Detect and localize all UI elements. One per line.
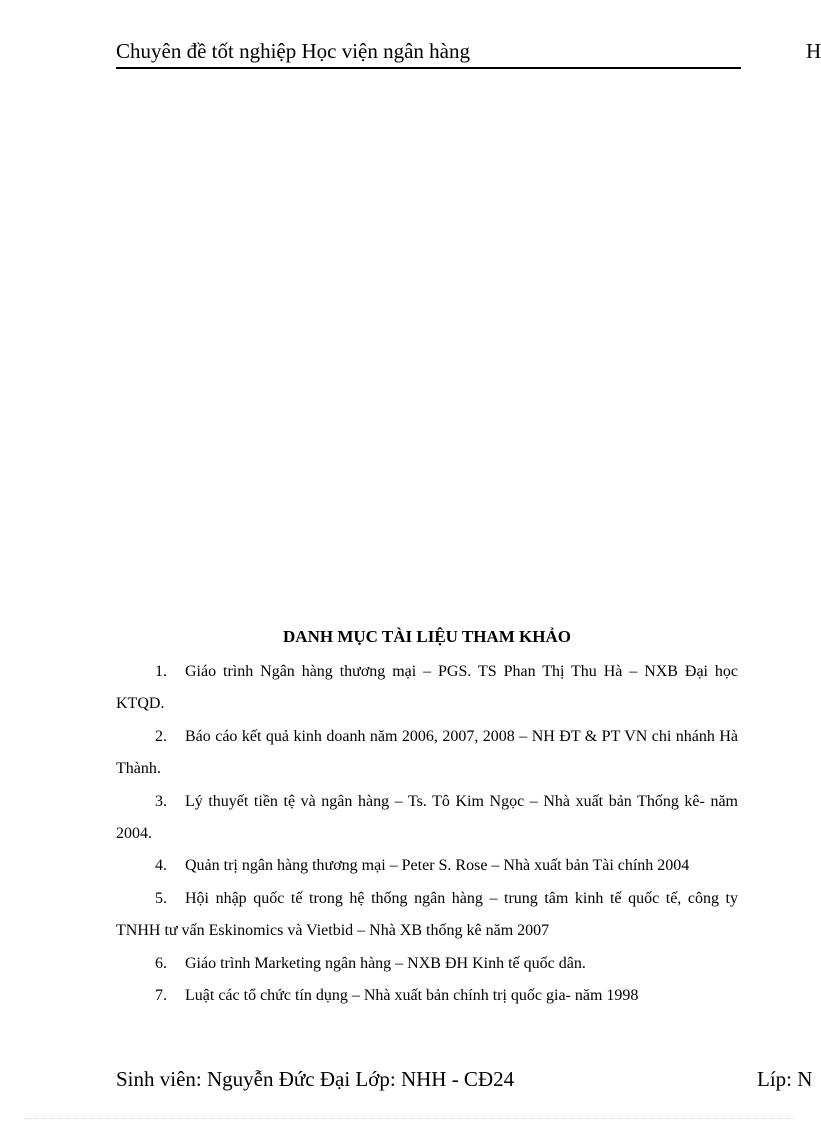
header-right-fragment: H xyxy=(806,39,821,63)
reference-item xyxy=(116,656,738,721)
reference-text: Lý thuyết tiền tệ và ngân hàng – Ts. Tô Kim Ngọc – Nhà xuất bản Thống kê- năm 2004. xyxy=(116,792,738,843)
reference-item xyxy=(116,786,738,851)
reference-text: Hội nhập quốc tế trong hệ thống ngân hàng – trung tâm kinh tế quốc tế, công ty TNHH tư vấn Eskinomics và Vietbid – Nhà XB thống kê năm 2007 xyxy=(116,889,738,940)
page-bottom-rule xyxy=(24,1118,794,1119)
reference-item xyxy=(116,883,738,948)
reference-item xyxy=(116,980,738,1012)
reference-number: 6. xyxy=(155,954,167,972)
reference-item xyxy=(116,850,738,882)
section-title: DANH MỤC TÀI LIỆU THAM KHẢO xyxy=(283,627,571,646)
reference-number: 7. xyxy=(155,987,167,1005)
reference-number: 4. xyxy=(155,857,167,875)
reference-text: Giáo trình Ngân hàng thương mại – PGS. TS Phan Thị Thu Hà – NXB Đại học KTQD. xyxy=(116,663,738,713)
reference-text: Quản trị ngân hàng thương mại – Peter S. Rose – Nhà xuất bản Tài chính 2004 xyxy=(185,857,690,875)
footer-right-fragment: Líp: N xyxy=(757,1067,813,1091)
reference-item xyxy=(116,948,738,980)
header-title: Chuyên đề tốt nghiệp Học viện ngân hàng xyxy=(116,39,471,63)
reference-number: 5. xyxy=(155,889,167,907)
reference-list xyxy=(116,656,738,1012)
reference-text: Báo cáo kết quả kinh doanh năm 2006, 2007, 2008 – NH ĐT & PT VN chi nhánh Hà Thành. xyxy=(116,727,738,778)
reference-text: Luật các tổ chức tín dụng – Nhà xuất bản chính trị quốc gia- năm 1998 xyxy=(185,987,639,1005)
page-header xyxy=(116,36,741,69)
reference-number: 3. xyxy=(155,792,167,810)
reference-number: 2. xyxy=(155,727,167,745)
page-footer: Sinh viên: Nguyễn Đức Đại Lớp: NHH - CĐ24 xyxy=(116,1067,515,1091)
reference-text: Giáo trình Marketing ngân hàng – NXB ĐH Kinh tế quốc dân. xyxy=(185,954,586,972)
reference-number: 1. xyxy=(155,663,167,680)
reference-item xyxy=(116,721,738,786)
